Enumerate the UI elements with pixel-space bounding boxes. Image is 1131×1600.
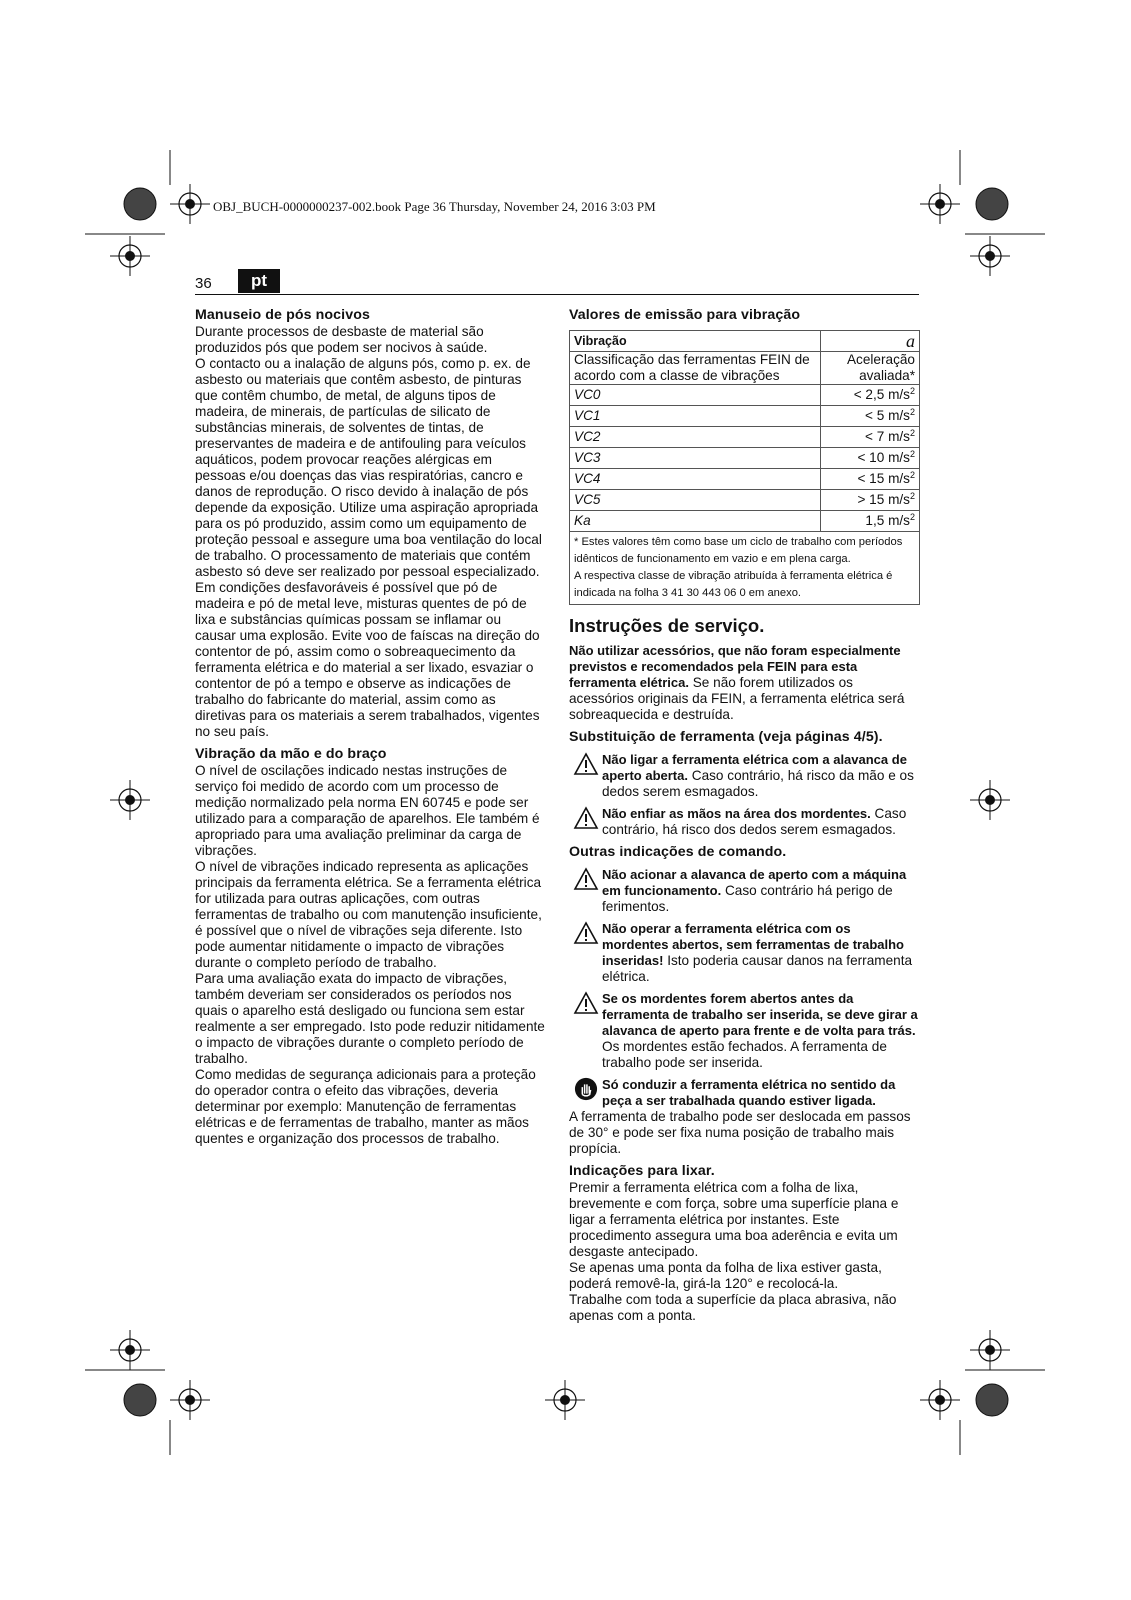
bold-lead: Não ligar a ferramenta elétrica com a alavanca de aperto aberta. [602,752,907,783]
bold-lead: Não operar a ferramenta elétrica com os mordentes abertos, sem ferramentas de trabalho inseridas! [602,921,904,968]
bold-lead: Não enfiar as mãos na área dos mordentes. [602,806,871,821]
body-text: Se não forem utilizados os acessórios originais da FEIN, a ferramenta elétrica será sobreaquecida e destruída. [569,675,905,722]
print-header: OBJ_BUCH-0000000237-002.book Page 36 Thursday, November 24, 2016 3:03 PM [213,199,656,214]
unit-exponent: 2 [909,512,915,522]
value-cell [821,406,920,427]
table-row [570,427,920,448]
paragraph: A ferramenta de trabalho pode ser deslocada em passos de 30° e pode ser fixa numa posição de trabalho mais propícia. [569,1109,911,1156]
unit-exponent: 2 [909,491,915,501]
body-text: Caso contrário, há risco da mão e os dedos serem esmagados. [602,768,914,799]
table-row [570,469,920,490]
class-cell: VC1 [570,406,821,427]
paragraph: Trabalhe com toda a superfície da placa abrasiva, não apenas com a ponta. [569,1292,897,1323]
warning-item [569,991,920,1071]
class-cell: VC0 [570,385,821,406]
section-title-dust: Manuseio de pós nocivos [195,307,370,323]
vibration-table [569,330,920,605]
paragraph: O nível de vibrações indicado representa as aplicações principais da ferramenta elétrica. Se a ferramenta elétrica for utilizada para outras aplicações, com outras ferramentas de trabalho ou com manutenção insuficiente, é possível que o nível de vibrações seja diferente. Isto pode aumentar nitidamente o impacto de vibrações durante o completo período de trabalho. [195,859,542,970]
page-number: 36 [195,275,212,292]
value-cell [821,448,920,469]
value-text: < 15 m/s [857,471,910,486]
paragraph: Durante processos de desbaste de material são produzidos pós que podem ser nocivos à saúde. [195,324,488,355]
warning-triangle-icon [573,752,599,776]
value-text: < 10 m/s [857,450,910,465]
value-text: 1,5 m/s [865,513,910,528]
body-text: Caso contrário há perigo de ferimentos. [602,883,893,914]
right-column [569,307,920,1324]
table-row [570,448,920,469]
value-cell [821,427,920,448]
unit-exponent: 2 [909,386,915,396]
section-title-other: Outras indicações de comando. [569,844,787,860]
paragraph: Se apenas uma ponta da folha de lixa estiver gasta, poderá removê-la, girá-la 120° e recolocá-la. [569,1260,882,1291]
unit-exponent: 2 [909,428,915,438]
hand-glove-icon [573,1077,599,1101]
table-header: Vibração [570,331,821,352]
section-title-tool-change: Substituição de ferramenta (veja páginas 4/5). [569,729,883,745]
warning-triangle-icon [573,991,599,1015]
body-text: Os mordentes estão fechados. A ferramenta de trabalho pode ser inserida. [602,1039,887,1070]
table-row [570,490,920,511]
warning-triangle-icon [573,867,599,891]
language-badge: pt [238,269,280,293]
warning-triangle-icon [573,806,599,830]
paragraph: Para uma avaliação exata do impacto de vibrações, também deveriam ser considerados os períodos nos quais o aparelho está desligado ou funciona sem estar realmente a ser empregado. Isto pode reduzir nitidamente o impacto de vibrações durante o completo período de trabalho. [195,971,545,1066]
warning-item [569,867,920,915]
value-cell [821,385,920,406]
unit-exponent: 2 [909,470,915,480]
class-cell: VC5 [570,490,821,511]
class-cell: VC2 [570,427,821,448]
body-text: Isto poderia causar danos na ferramenta elétrica. [602,953,913,984]
service-title: Instruções de serviço. [569,615,765,636]
value-text: < 7 m/s [865,429,910,444]
class-cell: Ka [570,511,821,532]
instruction-item [569,1077,920,1109]
warning-item [569,921,920,985]
paragraph: O nível de oscilações indicado nestas instruções de serviço foi medido de acordo com um processo de medição normalizado pela norma EN 60745 e pode ser utilizado para a comparação de aparelhos. Ele também é apropriado para uma avaliação preliminar da carga de vibrações. [195,763,540,858]
table-row [570,511,920,532]
footnote-line: A respectiva classe de vibração atribuída à ferramenta elétrica é indicada na folha 3 41 30 443 06 0 em anexo. [574,570,893,599]
left-column [195,307,545,1147]
unit-exponent: 2 [909,407,915,417]
class-cell: VC4 [570,469,821,490]
table-footnote [570,532,920,605]
footnote-line: * Estes valores têm como base um ciclo de trabalho com períodos idênticos de funcionamento em vazio e em plena carga. [574,536,903,565]
table-subheader-left: Classificação das ferramentas FEIN de acordo com a classe de vibrações [570,352,821,385]
table-row [570,385,920,406]
table-subheader-right: Aceleração avaliada* [821,352,920,385]
section-title-vibration: Vibração da mão e do braço [195,746,387,762]
bold-lead: Não utilizar acessórios, que não foram especialmente previstos e recomendados pela FEIN para esta ferramenta elétrica. [569,643,901,690]
paragraph: Premir a ferramenta elétrica com a folha de lixa, brevemente e com força, sobre uma superfície plana e ligar a ferramenta elétrica por instantes. Este procedimento assegura uma boa aderência e evita um desgaste antecipado. [569,1180,899,1259]
header-rule [195,294,919,295]
table-row [570,406,920,427]
service-paragraph [569,643,920,723]
unit-exponent: 2 [909,449,915,459]
paragraph: Como medidas de segurança adicionais para a proteção do operador contra o efeito das vibrações, deveria determinar por exemplo: Manutenção de ferramentas elétricas e de ferramentas de trabalho, manter as mãos quentes e organização dos processos de trabalho. [195,1067,536,1146]
value-text: < 5 m/s [865,408,910,423]
value-cell [821,469,920,490]
bold-lead: Não acionar a alavanca de aperto com a máquina em funcionamento. [602,867,907,898]
section-title-sanding: Indicações para lixar. [569,1163,715,1179]
acceleration-symbol: a [821,331,920,352]
body-text: Caso contrário, há risco dos dedos serem esmagados. [602,806,907,837]
value-text: > 15 m/s [857,492,910,507]
paragraph: O contacto ou a inalação de alguns pós, como p. ex. de asbesto ou materiais que contêm asbesto, de pinturas que contêm chumbo, de metal, de alguns tipos de madeira, de minerais, de partículas de silicato de substâncias minerais, de solventes de tintas, de preservantes de madeira e de antifouling para veículos aquáticos, podem provocar reações alérgicas em pessoas e/ou doenças das vias respiratórias, cancro e danos de reprodução. O risco devido à inalação de pós depende da exposição. Utilize uma aspiração apropriada para os pó produzido, assim como um equipamento de proteção pessoal e assegure uma boa ventilação do local de trabalho. O processamento de materiais que contém asbesto só deve ser realizado por pessoal especializado. [195,356,542,579]
bold-lead: Se os mordentes forem abertos antes da ferramenta de trabalho ser inserida, se deve girar a alavanca de aperto para frente e de volta para trás. [602,991,918,1038]
value-text: < 2,5 m/s [853,387,910,402]
table-title: Valores de emissão para vibração [569,307,801,323]
value-cell [821,490,920,511]
value-cell [821,511,920,532]
paragraph: Em condições desfavoráveis é possível que pó de madeira e pó de metal leve, misturas quentes de pó de lixa e substâncias químicas possam se inflamar ou causar uma explosão. Evite voo de faíscas na direção do contentor de pó, assim como o sobreaquecimento da ferramenta elétrica e do material a ser lixado, esvaziar o contentor de pó a tempo e observe as indicações de trabalho do fabricante do material, assim como as diretivas para os materiais a serem trabalhados, vigentes no seu país. [195,580,540,739]
warning-item [569,806,920,838]
class-cell: VC3 [570,448,821,469]
warning-item [569,752,920,800]
bold-lead: Só conduzir a ferramenta elétrica no sentido da peça a ser trabalhada quando estiver ligada. [602,1077,896,1108]
warning-triangle-icon [573,921,599,945]
